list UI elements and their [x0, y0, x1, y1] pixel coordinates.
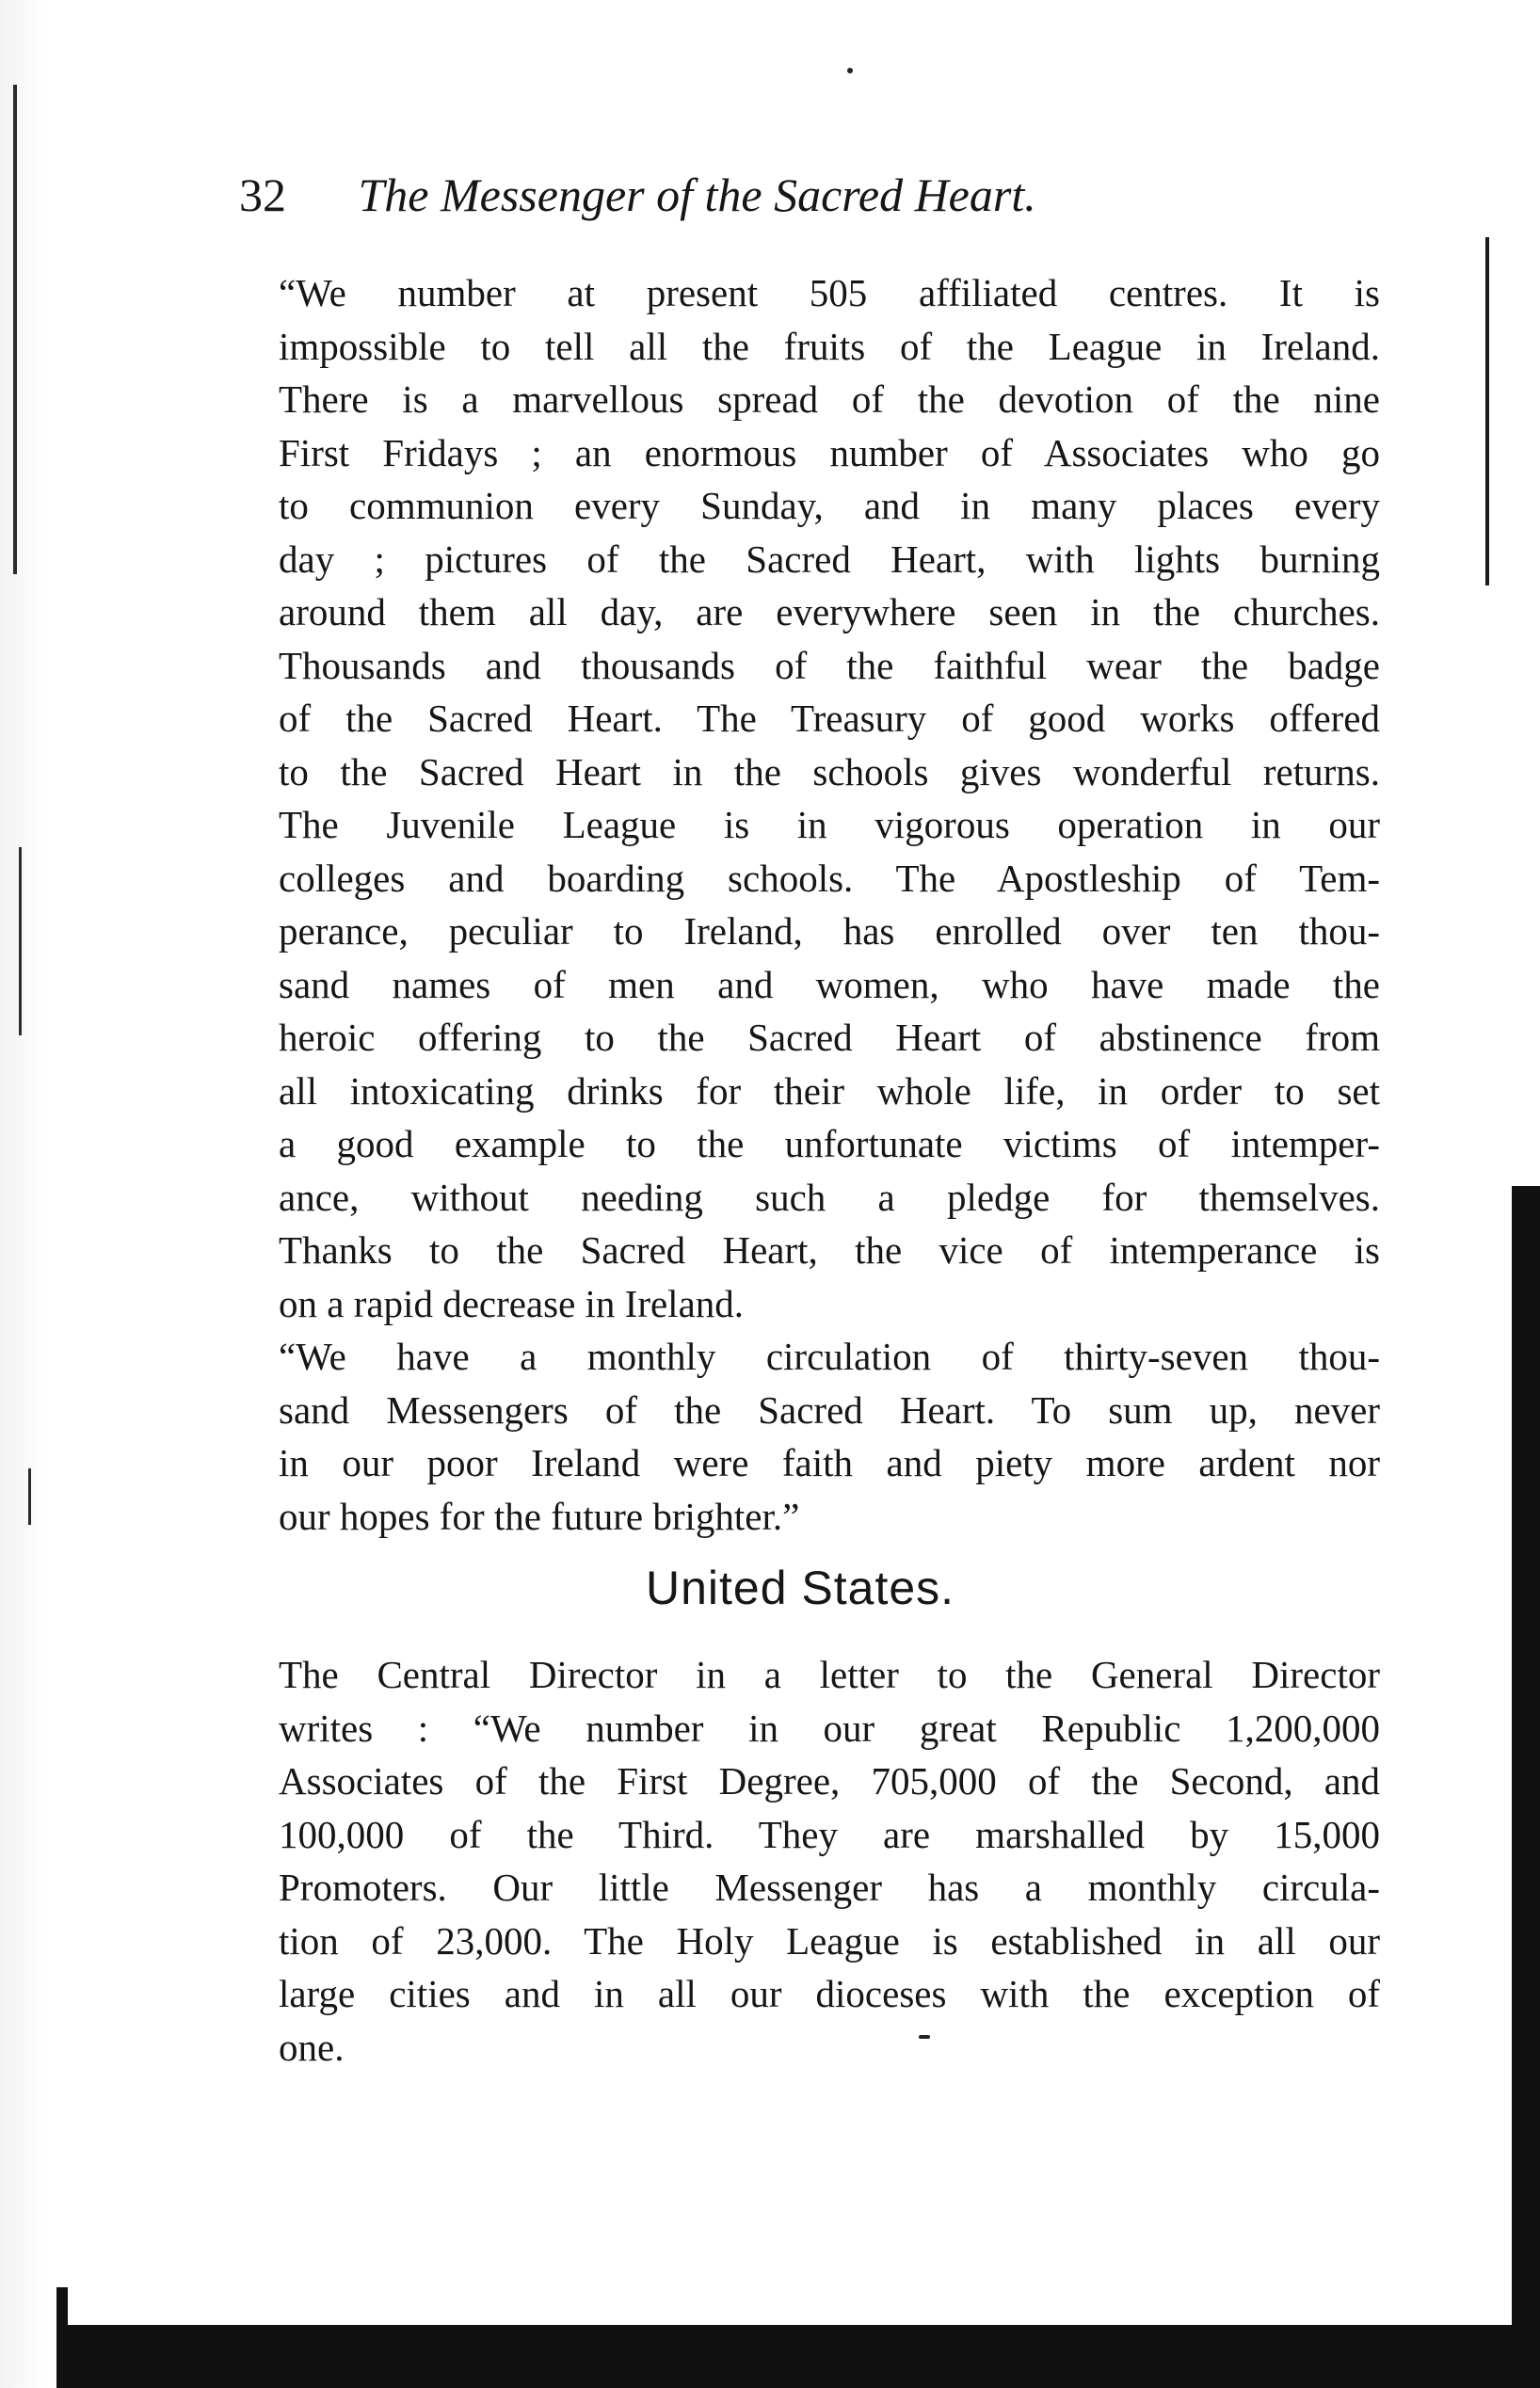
text-line: The Juvenile League is in vigorous operation in our: [279, 803, 1380, 846]
ireland-report: [243, 266, 1380, 1543]
text-line: a good example to the unfortunate victims of intemper-: [279, 1122, 1380, 1165]
scan-edge-mark: [13, 85, 17, 574]
paragraph-ireland-centres: [243, 266, 1380, 1330]
text-line: There is a marvellous spread of the devotion of the nine: [279, 377, 1380, 421]
text-line: to communion every Sunday, and in many places every: [279, 484, 1380, 527]
text-line: perance, peculiar to Ireland, has enrolled over ten thou-: [279, 909, 1380, 953]
text-line: heroic offering to the Sacred Heart of abstinence from: [279, 1016, 1380, 1059]
scan-edge-line: [1485, 237, 1489, 585]
ink-speck: [919, 2035, 930, 2039]
text-line: one.: [279, 2025, 345, 2069]
text-line: “We have a monthly circulation of thirty-seven thou-: [279, 1335, 1380, 1378]
page-number: 32: [239, 168, 286, 221]
scan-edge-bar: [1512, 1186, 1540, 2388]
paragraph-messenger-circulation: [243, 1330, 1380, 1543]
text-line: our hopes for the future brighter.”: [279, 1494, 800, 1538]
text-line: First Fridays ; an enormous number of Associates who go: [279, 430, 1380, 474]
scan-edge-shadow: [0, 0, 45, 2388]
text-line: impossible to tell all the fruits of the League in Ireland.: [279, 324, 1380, 368]
text-line: Thousands and thousands of the faithful wear the badge: [279, 643, 1380, 687]
text-line: of the Sacred Heart. The Treasury of good works offered: [279, 697, 1380, 740]
running-title: The Messenger of the Sacred Heart.: [358, 168, 1036, 221]
text-line: Thanks to the Sacred Heart, the vice of intemperance is: [279, 1228, 1380, 1272]
text-line: “We number at present 505 affiliated centres. It is: [279, 271, 1380, 314]
running-head: [239, 162, 1463, 228]
text-line: writes : “We number in our great Republic 1,200,000: [279, 1706, 1380, 1750]
paragraph-central-director: [243, 1648, 1380, 2074]
text-line: on a rapid decrease in Ireland.: [279, 1281, 745, 1325]
text-line: The Central Director in a letter to the General Director: [279, 1653, 1380, 1696]
text-line: day ; pictures of the Sacred Heart, with lights burning: [279, 537, 1380, 581]
text-line: Associates of the First Degree, 705,000 of the Second, and: [279, 1759, 1380, 1803]
text-line: large cities and in all our dioceses with the exception of: [279, 1972, 1380, 2015]
text-line: ance, without needing such a pledge for themselves.: [279, 1175, 1380, 1219]
scan-edge-mark: [19, 847, 22, 1035]
text-line: Promoters. Our little Messenger has a monthly circula-: [279, 1866, 1380, 1909]
section-heading-united-states: [0, 1555, 1540, 1621]
text-line: sand Messengers of the Sacred Heart. To sum up, never: [279, 1387, 1380, 1432]
scan-bottom-edge: [56, 2325, 1540, 2388]
text-line: in our poor Ireland were faith and piety more ardent nor: [279, 1441, 1380, 1484]
text-line: colleges and boarding schools. The Apostleship of Tem-: [279, 856, 1380, 900]
text-line: all intoxicating drinks for their whole life, in order to set: [279, 1068, 1380, 1113]
text-line: around them all day, are everywhere seen in the churches.: [279, 590, 1380, 633]
scan-edge-mark: [28, 1468, 31, 1525]
text-line: 100,000 of the Third. They are marshalled by 15,000: [279, 1812, 1380, 1856]
united-states-report: [243, 1648, 1380, 2074]
section-heading-text: United States.: [645, 1562, 955, 1614]
ink-speck: [847, 68, 853, 73]
text-line: tion of 23,000. The Holy League is established in all our: [279, 1918, 1380, 1963]
text-line: sand names of men and women, who have made the: [279, 962, 1380, 1006]
text-line: to the Sacred Heart in the schools gives wonderful returns.: [279, 749, 1380, 793]
